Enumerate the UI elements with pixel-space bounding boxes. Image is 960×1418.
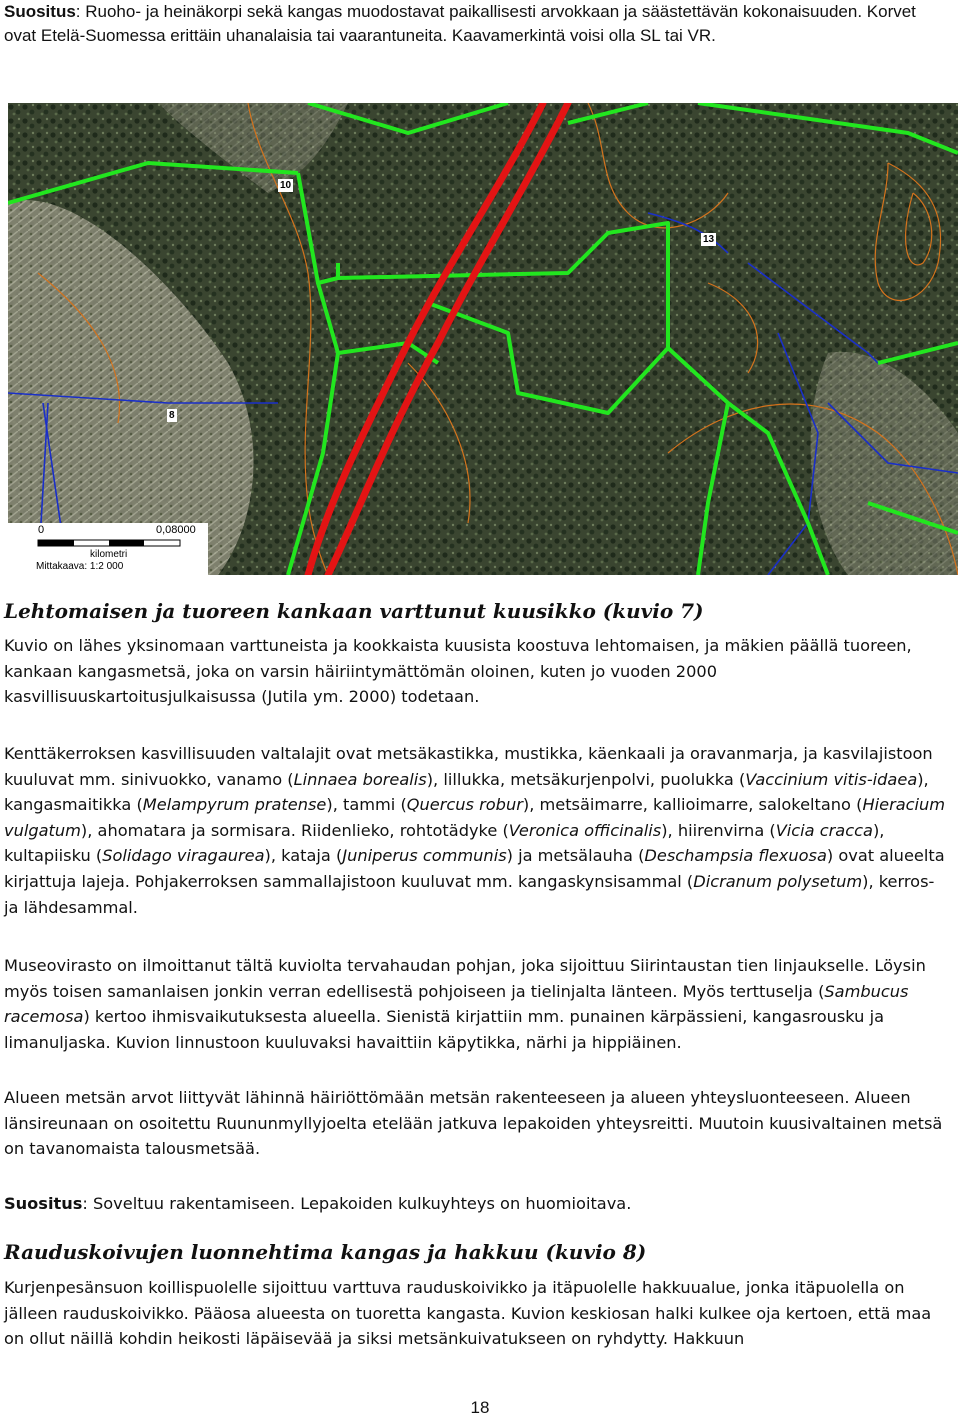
intro-recommendation-text: : Ruoho- ja heinäkorpi sekä kangas muodostavat paikallisesti arvokkaan ja säästettävän kokonaisuuden. Korvet ovat Etelä-Suomessa erittäin uhanalaisia tai vaarantuneita. Kaavamerkintä voisi olla SL tai VR. [4,2,916,45]
aerial-map [8,103,958,575]
species-hieracium: Hieracium vulgatum [4,795,946,840]
map-graphic [8,103,958,575]
species-veronica: Veronica officinalis [508,820,662,840]
scale-end: 0,08000 [156,524,196,536]
species-quercus: Quercus robur [406,795,523,815]
species-vaccinium: Vaccinium vitis-idaea [745,769,918,789]
section-7-paragraph-3: Museovirasto on ilmoittanut tältä kuviolta tervahaudan pohjan, joka sijoittuu Siirintaustan tien linjaukselle. Löysin myös toisen samanlaisen jonkin verran edellisestä pohjoiseen ja tielinjalta länteen. Myös terttuselja (Sambucus racemosa) kertoo ihmisvaikutuksesta alueella. Sienistä kirjattiin mm. punainen kärpässieni, kangasrousku ja limanuljaska. Kuvion linnustoon kuuluvaksi havaittiin käpytikka, närhi ja hippiäinen. [4,956,926,1052]
scale-ratio: Mittakaava: 1:2 000 [36,561,124,572]
species-deschampsia: Deschampsia flexuosa [644,846,827,866]
section-7-paragraph-1: Kuvio on lähes yksinomaan varttuneista ja kookkaista kuusista koostuva lehtomaisen, ja mäkien päällä tuoreen, kankaan kangasmetsä, joka on varsin häiriintymättömän oloinen, kuten jo vuoden 2000 kasvillisuuskartoitusjulkaisussa (Jutila ym. 2000) todetaan. [4,636,912,707]
page-number: 18 [470,1398,490,1417]
species-sambucus: Sambucus racemosa [4,981,909,1027]
intro-recommendation-label: Suositus [4,2,76,21]
recommendation-text: : Soveltuu rakentamiseen. Lepakoiden kulkuyhteys on huomioitava. [82,1194,632,1213]
recommendation-label: Suositus [4,1194,83,1213]
species-melampyrum: Melampyrum pratense [142,795,327,815]
scale-start: 0 [38,524,45,536]
section-7-heading: Lehtomaisen ja tuoreen kankaan varttunut kuusikko (kuvio 7) [4,599,704,623]
species-dicranum: Dicranum polysetum [693,871,863,891]
section-7-recommendation [4,1191,950,1217]
species-juniperus: Juniperus communis [342,846,507,866]
intro-paragraph [4,0,944,48]
species-vicia: Vicia cracca [775,820,873,840]
species-solidago: Solidago viragaurea [102,846,265,866]
map-label-13: 13 [703,234,715,245]
section-8-paragraph-1: Kurjenpesänsuon koillispuolelle sijoittuu varttuva rauduskoivikko ja itäpuolelle hakkuualue, jonka itäpuolella on jälleen rauduskoivikko. Pääosa alueesta on tuoretta kangasta. Kuvion keskiosan halki kulkee oja kertoen, että maa on ollut näillä kohdin heikosti läpäisevää ja siksi metsänkuivatukseen on ryhdytty. Hakkuun [4,1278,932,1349]
map-label-10: 10 [280,180,292,191]
section-7-paragraph-4: Alueen metsän arvot liittyvät lähinnä häiriöttömään metsän rakenteeseen ja alueen yhteysluonteeseen. Alueen länsireunaan on osoitettu Ruununmyllyjoelta etelään jatkuva lepakoiden yhteysreitti. Muutoin kuusivaltainen metsä on tavanomaista talousmetsää. [4,1088,943,1159]
map-scale-box [8,523,208,575]
section-7-paragraph-2: Kenttäkerroksen kasvillisuuden valtalajit ovat metsäkastikka, mustikka, käenkaali ja oravanmarja, ja kasvilajistoon kuuluvat mm. sinivuokko, vanamo (Linnaea borealis), lillukka, metsäkurjenpolvi, puolukka (Vaccinium vitis-idaea), kangasmaitikka (Melampyrum pratense), tammi (Quercus robur), metsäimarre, kallioimarre, salokeltano (Hieracium vulgatum), ahomatara ja sormisara. Riidenlieko, rohtotädyke (Veronica officinalis), hiirenvirna (Vicia cracca), kultapiisku (Solidago viragaurea), kataja (Juniperus communis) ja metsälauha (Deschampsia flexuosa) ovat alueelta kirjattuja lajeja. Pohjakerroksen sammallajistoon kuuluvat mm. kangaskynsisammal (Dicranum polysetum), kerros- ja lähdesammal. [4,744,946,917]
species-linnaea: Linnaea borealis [293,769,427,789]
map-label-8: 8 [169,410,175,421]
scale-unit: kilometri [90,549,128,560]
section-8-heading: Rauduskoivujen luonnehtima kangas ja hakkuu (kuvio 8) [4,1240,647,1264]
